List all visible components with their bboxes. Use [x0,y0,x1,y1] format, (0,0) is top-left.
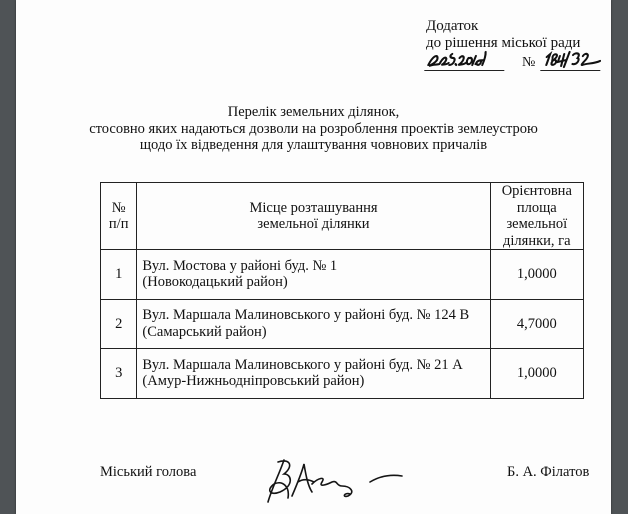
header-number-line-2: п/п [108,216,129,232]
handwritten-number-icon [540,48,606,70]
document-page [16,0,611,514]
handwritten-date [424,51,508,71]
title-line-3: щодо їх відведення для улаштування човнових причалів [139,137,488,153]
header-area-line-3: земельної [506,216,568,232]
header-location-line-1: Місце розташування [249,199,378,216]
header-location [137,183,490,250]
handwritten-date-icon [424,48,510,70]
row-number: 3 [101,349,137,399]
header-area [490,183,583,250]
header-location-line-2: земельної ділянки [257,216,370,232]
title-line-1: Перелік земельних ділянок, [227,104,400,120]
row-location-street: Вул. Мостова у районі буд. № 1 [142,257,338,274]
header-number-line-1: № [111,199,126,216]
header-number [101,183,137,250]
row-location [137,250,490,300]
signature [262,452,412,512]
row-location [137,349,490,399]
handwritten-number [540,51,604,71]
annex-block [426,18,580,72]
row-number: 1 [101,250,137,300]
row-location-street: Вул. Маршала Малиновського у районі буд. № 124 В [142,307,470,324]
row-location-district: (Амур-Нижньодніпровський район) [142,373,365,390]
annex-decision-ref: до рішення міської ради [426,35,581,51]
table-row [101,299,584,349]
number-sign: № [522,55,536,70]
header-area-line-1: Орієнтовна [501,183,572,199]
annex-date-number-row [426,52,580,72]
row-area: 1,0000 [490,349,583,399]
land-plots-table [100,182,584,399]
row-area: 4,7000 [490,299,583,349]
table-row [101,250,584,300]
annex-label: Додаток [426,18,479,34]
document-title [16,104,611,154]
row-number: 2 [101,299,137,349]
row-location-district: (Новокодацький район) [142,274,288,291]
signature-icon [262,452,412,512]
signatory-position: Міський голова [100,464,197,480]
row-location-district: (Самарський район) [142,323,267,340]
row-location [137,299,490,349]
header-area-line-2: площа [516,199,557,216]
row-area: 1,0000 [490,250,583,300]
signatory-name: Б. А. Філатов [507,464,590,480]
header-area-line-4: ділянки, га [503,232,571,249]
table-header-row [101,183,584,250]
table-row [101,349,584,399]
title-line-2: стосовно яких надаються дозволи на розроблення проектів землеустрою [89,120,538,137]
row-location-street: Вул. Маршала Малиновського у районі буд. № 21 А [142,356,463,373]
